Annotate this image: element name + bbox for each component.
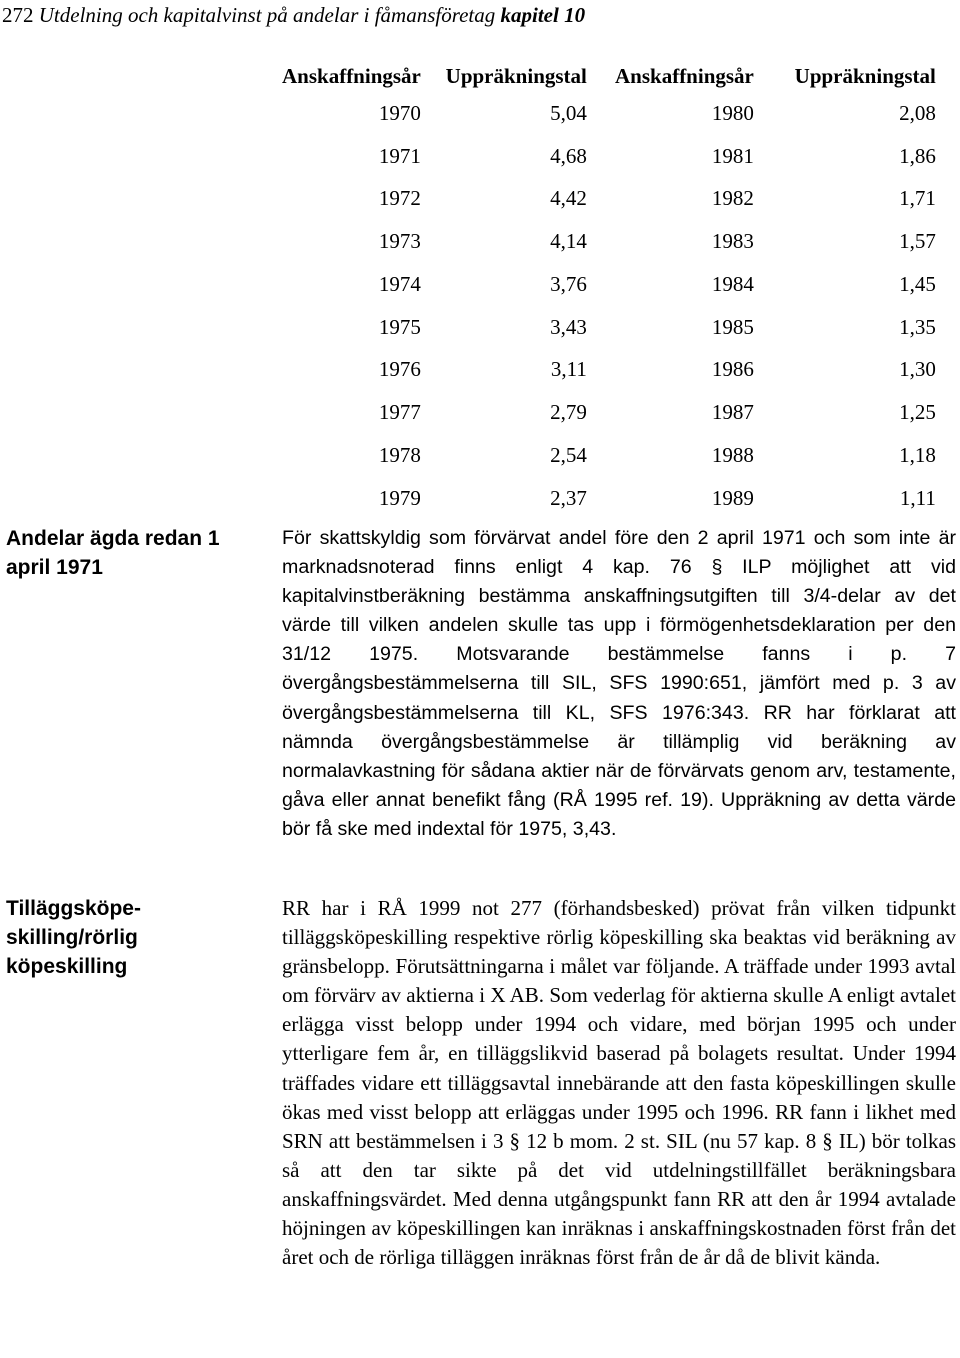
table-cell: 4,68 [550,143,587,168]
table-cell: 1977 [378,400,421,425]
table-cell: 4,14 [550,229,587,254]
index-table [282,60,936,520]
table-cell: 1971 [378,143,421,168]
table-cell: 1981 [711,143,754,168]
table-cell: 1974 [378,271,421,296]
table-cell: 1,45 [899,271,936,296]
table-cell: 1979 [378,485,421,510]
column-header: Anskaffningsår [282,63,421,88]
paragraph-tillaggskopeskilling: RR har i RÅ 1999 not 277 (förhandsbesked) prövat från vilken tidpunkt tilläggsköpeskilling respektive rörlig köpeskilling ska beaktas vid beräkning av gränsbelopp. Förutsättningarna i målet var följande. A träffade under 1993 avtal om förvärv av aktierna i X AB. Som vederlag för aktierna skulle A enligt avtalet erlägga visst belopp under 1994 och vidare, med början 1995 och under ytterligare fem år, en tilläggslikvid baserad på bolagets resultat. Under 1994 träffades vidare ett tilläggsavtal innebärande att den fasta köpeskillingen skulle ökas med visst belopp att erläggas under 1995 och 1996. RR fann i likhet med SRN att bestämmelsen i 3 § 12 b mom. 2 st. SIL (nu 57 kap. 8 § IL) bör tolkas så att den tar sikte på det vid utdelningstillfället beräkningsbara anskaffningsvärdet. Med denna utgångspunkt fann RR att den år 1994 avtalade höjningen av köpeskillingen kan inräknas i anskaffningskostnaden först från det året och de rörliga tilläggen inräknas först från de år då de blivit kända. [282,896,956,1270]
table-header-row [282,60,936,92]
table-cell: 4,42 [550,186,587,211]
table-cell: 1,18 [899,442,936,467]
table-cell: 3,43 [550,314,587,339]
table-cell: 1972 [378,186,421,211]
table-cell: 1,11 [899,485,936,510]
table-row [282,391,936,434]
table-cell: 1983 [711,229,754,254]
table-cell: 1984 [711,271,754,296]
table-cell: 3,76 [550,271,587,296]
table-cell: 2,08 [899,100,936,125]
table-row [282,220,936,263]
table-cell: 5,04 [550,100,587,125]
table-cell: 1989 [711,485,754,510]
table-cell: 1970 [378,100,421,125]
table-cell: 1986 [711,357,754,382]
column-header: Anskaffningsår [615,63,754,88]
table-cell: 1,86 [899,143,936,168]
table-cell: 1,71 [899,186,936,211]
table-row [282,477,936,520]
column-header: Uppräkningstal [445,63,587,88]
table-cell: 1973 [378,229,421,254]
paragraph-andelar: För skattskyldig som förvärvat andel före den 2 april 1971 och som inte är marknadsnoterad finns enligt 4 kap. 76 § ILP möjlighet att vid kapitalvinstberäkning bestämma anskaffningsutgiften till 3/4-delar av det värde till vilken andelen skulle tas upp i förmögenhetsdeklaration per den 31/12 1975. Motsvarande bestämmelse fanns i p. 7 övergångsbestämmelserna till SIL, SFS 1990:651, jämfört med p. 3 av övergångsbestämmelserna till KL, SFS 1976:343. RR har förklarat att nämnda övergångsbestämmelse är tillämplig vid beräkning av normalavkastning för sådana aktier när de förvärvats genom arv, testamente, gåva eller annat benefikt fång (RÅ 1995 ref. 19). Uppräkning av detta värde bör få ske med indextal för 1975, 3,43. [282,527,956,840]
table-cell: 1985 [711,314,754,339]
chapter-label: kapitel 10 [500,3,586,27]
table-cell: 1,35 [899,314,936,339]
table-cell: 1,25 [899,400,936,425]
table-cell: 1980 [711,100,754,125]
table-cell: 3,11 [550,357,587,382]
table-cell: 1978 [378,442,421,467]
page-number: 272 [2,3,34,27]
table-row [282,178,936,221]
table-cell: 1976 [378,357,421,382]
table-cell: 1975 [378,314,421,339]
running-header [2,3,585,28]
margin-note-andelar: Andelar ägda redan 1 april 1971 [6,527,220,579]
table-cell: 1,57 [899,229,936,254]
table-row [282,135,936,178]
table-row [282,263,936,306]
table-row [282,306,936,349]
column-header: Uppräkningstal [794,63,936,88]
margin-note-tillaggskopeskilling: Tilläggsköpe-skilling/rörlig köpeskilling [6,897,141,978]
table-row [282,349,936,392]
table-cell: 2,79 [550,400,587,425]
table-cell: 1987 [711,400,754,425]
table-row [282,434,936,477]
table-cell: 1988 [711,442,754,467]
table-cell: 2,54 [550,442,587,467]
table-cell: 2,37 [550,485,587,510]
table-cell: 1,30 [899,357,936,382]
running-title: Utdelning och kapitalvinst på andelar i fåmansföretag [38,3,496,27]
table-row [282,92,936,135]
table-cell: 1982 [711,186,754,211]
